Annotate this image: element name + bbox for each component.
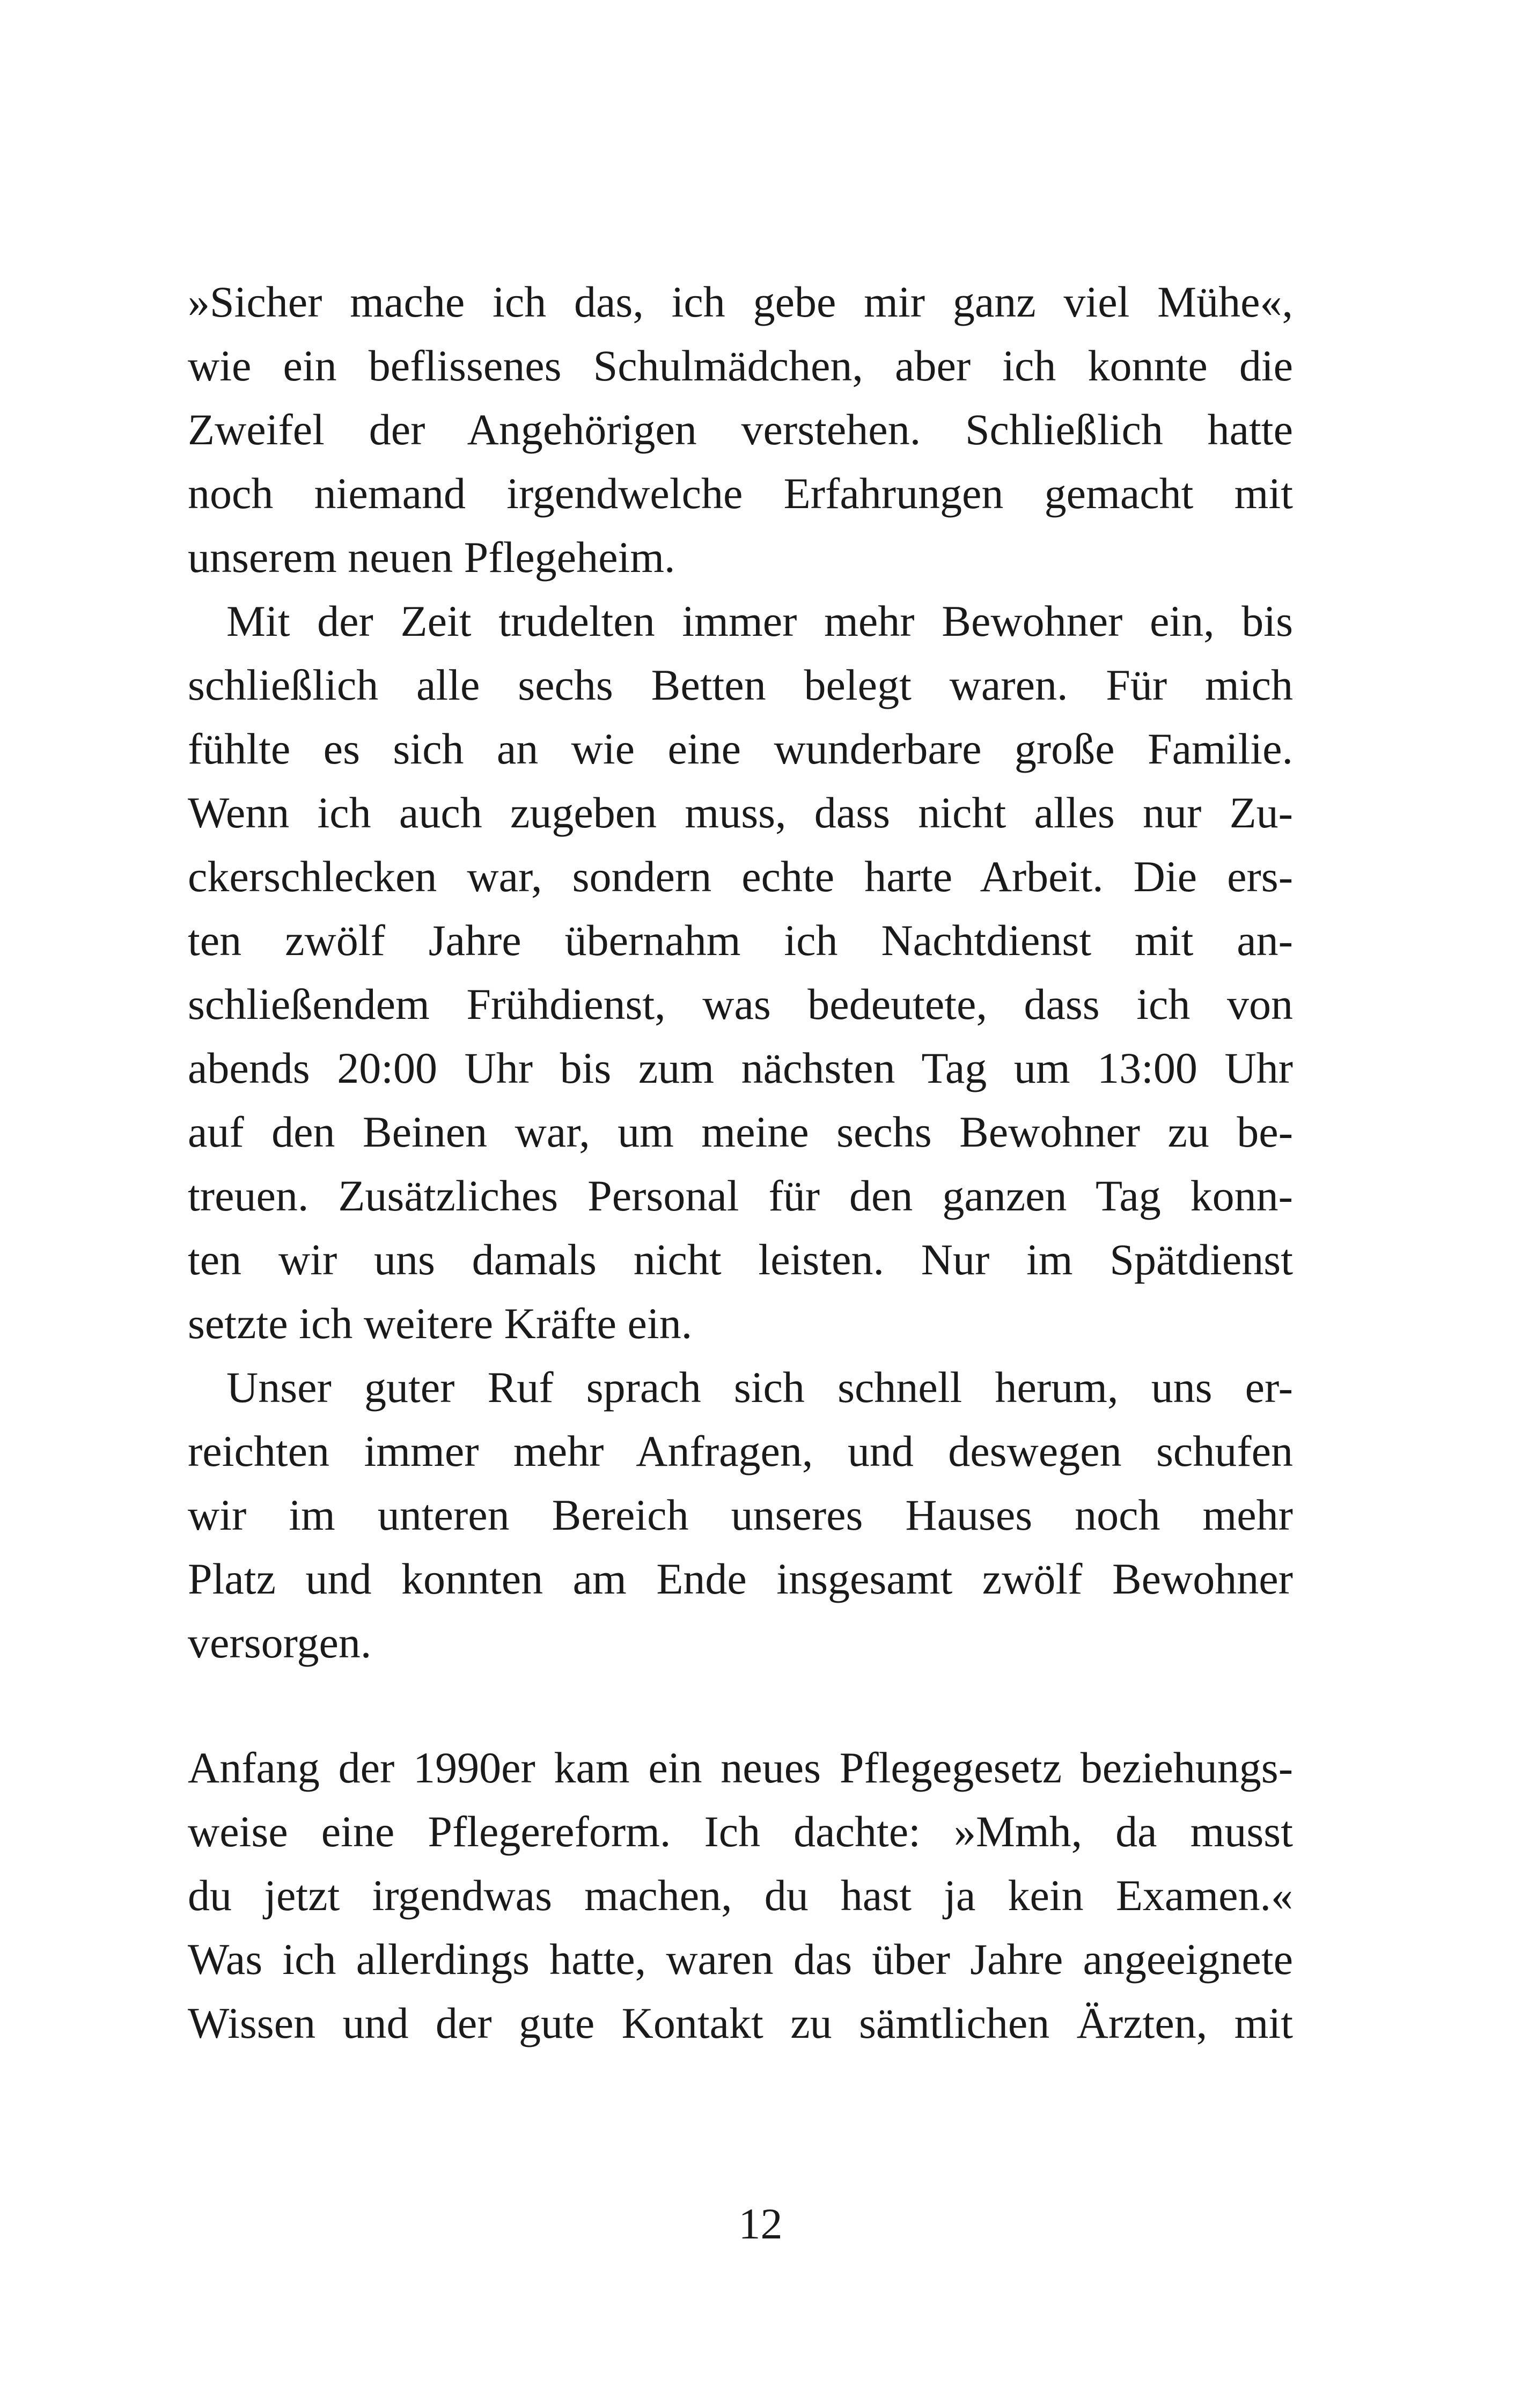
text-line: Wenn ich auch zugeben muss, dass nicht alles nur Zu- <box>188 788 1293 837</box>
text-line: Wissen und der gute Kontakt zu sämtlichen Ärzten, mit <box>188 1999 1293 2047</box>
text-line: schließlich alle sechs Betten belegt waren. Für mich <box>188 660 1293 709</box>
text-line: »Sicher mache ich das, ich gebe mir ganz viel Mühe«, <box>188 277 1293 326</box>
page-number: 12 <box>738 2199 783 2248</box>
text-line: reichten immer mehr Anfragen, und deswegen schufen <box>188 1427 1293 1475</box>
text-line: ckerschlecken war, sondern echte harte Arbeit. Die ers- <box>188 852 1293 901</box>
text-line: schließendem Frühdienst, was bedeutete, dass ich von <box>188 980 1293 1029</box>
text-line: Platz und konnten am Ende insgesamt zwölf Bewohner <box>188 1554 1293 1603</box>
text-section-1 <box>188 270 1293 1675</box>
text-line: wie ein beflissenes Schulmädchen, aber ich konnte die <box>188 341 1293 390</box>
text-section-2 <box>188 1736 1293 2055</box>
text-line: treuen. Zusätzliches Personal für den ganzen Tag konn- <box>188 1171 1293 1220</box>
text-line: fühlte es sich an wie eine wunderbare große Familie. <box>188 724 1293 773</box>
text-line: wir im unteren Bereich unseres Hauses noch mehr <box>188 1491 1293 1539</box>
text-line: weise eine Pflegereform. Ich dachte: »Mmh, da musst <box>188 1807 1293 1856</box>
text-line: abends 20:00 Uhr bis zum nächsten Tag um 13:00 Uhr <box>188 1044 1293 1092</box>
text-line: Anfang der 1990er kam ein neues Pflegegesetz beziehungs- <box>188 1743 1293 1792</box>
text-line: auf den Beinen war, um meine sechs Bewohner zu be- <box>188 1107 1293 1156</box>
text-line: ten wir uns damals nicht leisten. Nur im Spätdienst <box>188 1235 1293 1284</box>
text-line: setzte ich weitere Kräfte ein. <box>188 1299 693 1348</box>
text-line: du jetzt irgendwas machen, du hast ja kein Examen.« <box>188 1871 1293 1920</box>
text-line: noch niemand irgendwelche Erfahrungen gemacht mit <box>188 469 1293 518</box>
text-line: versorgen. <box>188 1618 372 1667</box>
text-line: Unser guter Ruf sprach sich schnell herum, uns er- <box>226 1363 1293 1412</box>
text-line: Zweifel der Angehörigen verstehen. Schließlich hatte <box>188 405 1293 454</box>
text-line: Mit der Zeit trudelten immer mehr Bewohner ein, bis <box>226 597 1293 645</box>
text-line: unserem neuen Pflegeheim. <box>188 533 675 582</box>
text-line: Was ich allerdings hatte, waren das über Jahre angeeignete <box>188 1935 1293 1984</box>
text-line: ten zwölf Jahre übernahm ich Nachtdienst mit an- <box>188 916 1293 965</box>
